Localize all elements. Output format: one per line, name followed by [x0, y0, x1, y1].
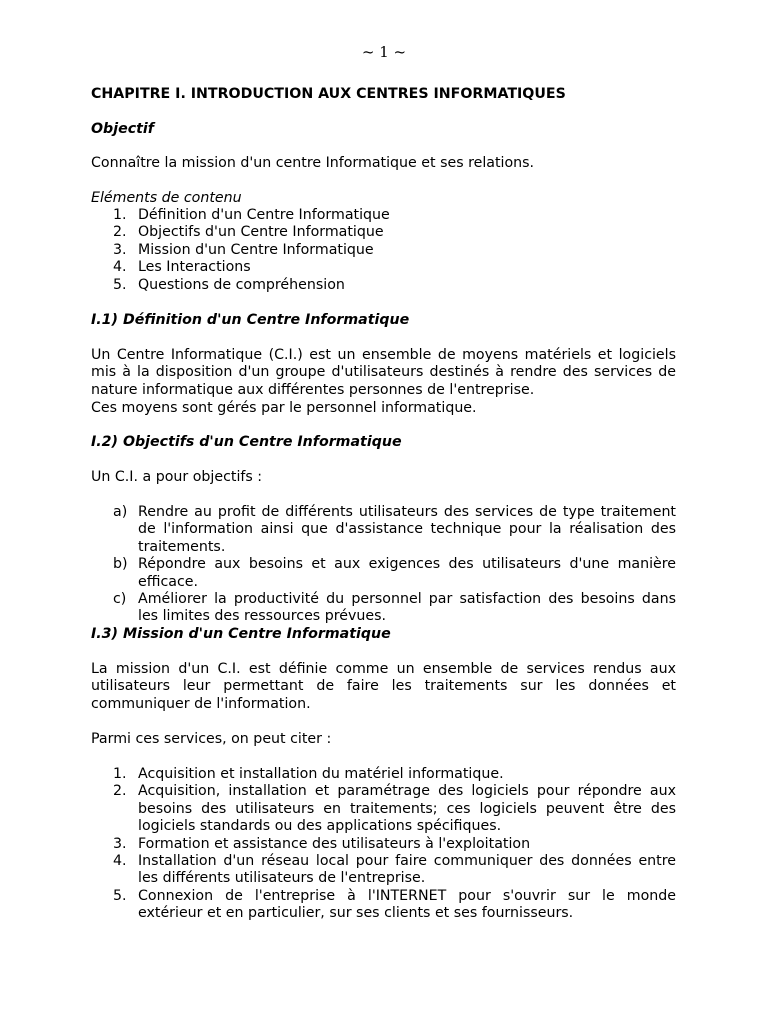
- list-item-text: Acquisition, installation et paramétrage des logiciels pour répondre aux besoins des utilisateurs en traitements; ces logiciels peuvent être des logiciels standards ou des applications spécifiques.: [138, 783, 676, 835]
- list-number: 4.: [113, 259, 127, 276]
- contents-list: [91, 207, 390, 294]
- services-item: [91, 766, 676, 783]
- objectives-item: [91, 504, 676, 556]
- list-item-text: Questions de compréhension: [138, 276, 345, 293]
- contents-item: [91, 259, 390, 276]
- contents-heading: Eléments de contenu: [91, 190, 242, 206]
- list-number: 1.: [113, 766, 127, 782]
- list-item-text: Rendre au profit de différents utilisateurs des services de type traitement de l'information ainsi que d'assistance technique pour la réalisation des traitements.: [138, 504, 676, 555]
- list-item-text: Définition d'un Centre Informatique: [138, 207, 390, 223]
- services-item: [91, 888, 676, 923]
- services-item: [91, 853, 676, 888]
- list-item-text: Connexion de l'entreprise à l'INTERNET pour s'ouvrir sur le monde extérieur et en particulier, sur ses clients et ses fournisseurs.: [138, 887, 676, 922]
- list-number: 5.: [113, 276, 127, 293]
- section-2-intro: Un C.I. a pour objectifs :: [91, 469, 263, 485]
- objective-text: Connaître la mission d'un centre Informatique et ses relations.: [91, 155, 535, 171]
- objectives-item: [91, 591, 676, 626]
- list-number: 5.: [113, 887, 127, 904]
- list-item-text: Mission d'un Centre Informatique: [138, 241, 374, 258]
- list-letter: c): [113, 591, 127, 608]
- list-item-text: Objectifs d'un Centre Informatique: [138, 224, 384, 241]
- list-item-text: Installation d'un réseau local pour faire communiquer des données entre les différents utilisateurs de l'entreprise.: [138, 853, 676, 887]
- list-item-text: Répondre aux besoins et aux exigences des utilisateurs d'une manière efficace.: [138, 556, 676, 590]
- list-item-text: Améliorer la productivité du personnel par satisfaction des besoins dans les limites des ressources prévues.: [138, 591, 676, 625]
- contents-item: [91, 207, 390, 224]
- section-1-paragraph: Un Centre Informatique (C.I.) est un ensemble de moyens matériels et logiciels mis à la disposition d'un groupe d'utilisateurs destinés à rendre des services de nature informatique aux différentes personnes de l'entreprise.: [91, 347, 676, 398]
- contents-item: [91, 277, 390, 294]
- list-number: 4.: [113, 853, 127, 870]
- list-number: 1.: [113, 207, 127, 223]
- chapter-title: CHAPITRE I. INTRODUCTION AUX CENTRES INFORMATIQUES: [91, 86, 566, 102]
- list-item-text: Les Interactions: [138, 259, 251, 276]
- list-number: 2.: [113, 224, 127, 241]
- list-number: 3.: [113, 241, 127, 258]
- list-item-text: Formation et assistance des utilisateurs à l'exploitation: [138, 835, 531, 852]
- objective-heading: Objectif: [91, 121, 154, 137]
- list-number: 2.: [113, 783, 127, 800]
- list-number: 3.: [113, 835, 127, 852]
- services-item: [91, 836, 676, 853]
- section-3-heading: I.3) Mission d'un Centre Informatique: [91, 626, 391, 642]
- objectives-list: [91, 504, 676, 626]
- section-2-heading: I.2) Objectifs d'un Centre Informatique: [91, 434, 402, 450]
- list-item-text: Acquisition et installation du matériel informatique.: [138, 766, 504, 782]
- page-number: ~ 1 ~: [361, 43, 407, 61]
- objectives-item: [91, 556, 676, 591]
- contents-item: [91, 242, 390, 259]
- contents-item: [91, 224, 390, 241]
- section-1-paragraph-2: Ces moyens sont gérés par le personnel informatique.: [91, 400, 477, 416]
- section-3-intro: Parmi ces services, on peut citer :: [91, 731, 332, 747]
- section-1-heading: I.1) Définition d'un Centre Informatique: [91, 312, 410, 328]
- section-3-paragraph: La mission d'un C.I. est définie comme un ensemble de services rendus aux utilisateurs leur permettant de faire les traitements sur les données et communiquer de l'information.: [91, 661, 676, 712]
- services-list: [91, 766, 676, 923]
- services-item: [91, 783, 676, 835]
- list-letter: b): [113, 556, 128, 573]
- list-letter: a): [113, 504, 128, 520]
